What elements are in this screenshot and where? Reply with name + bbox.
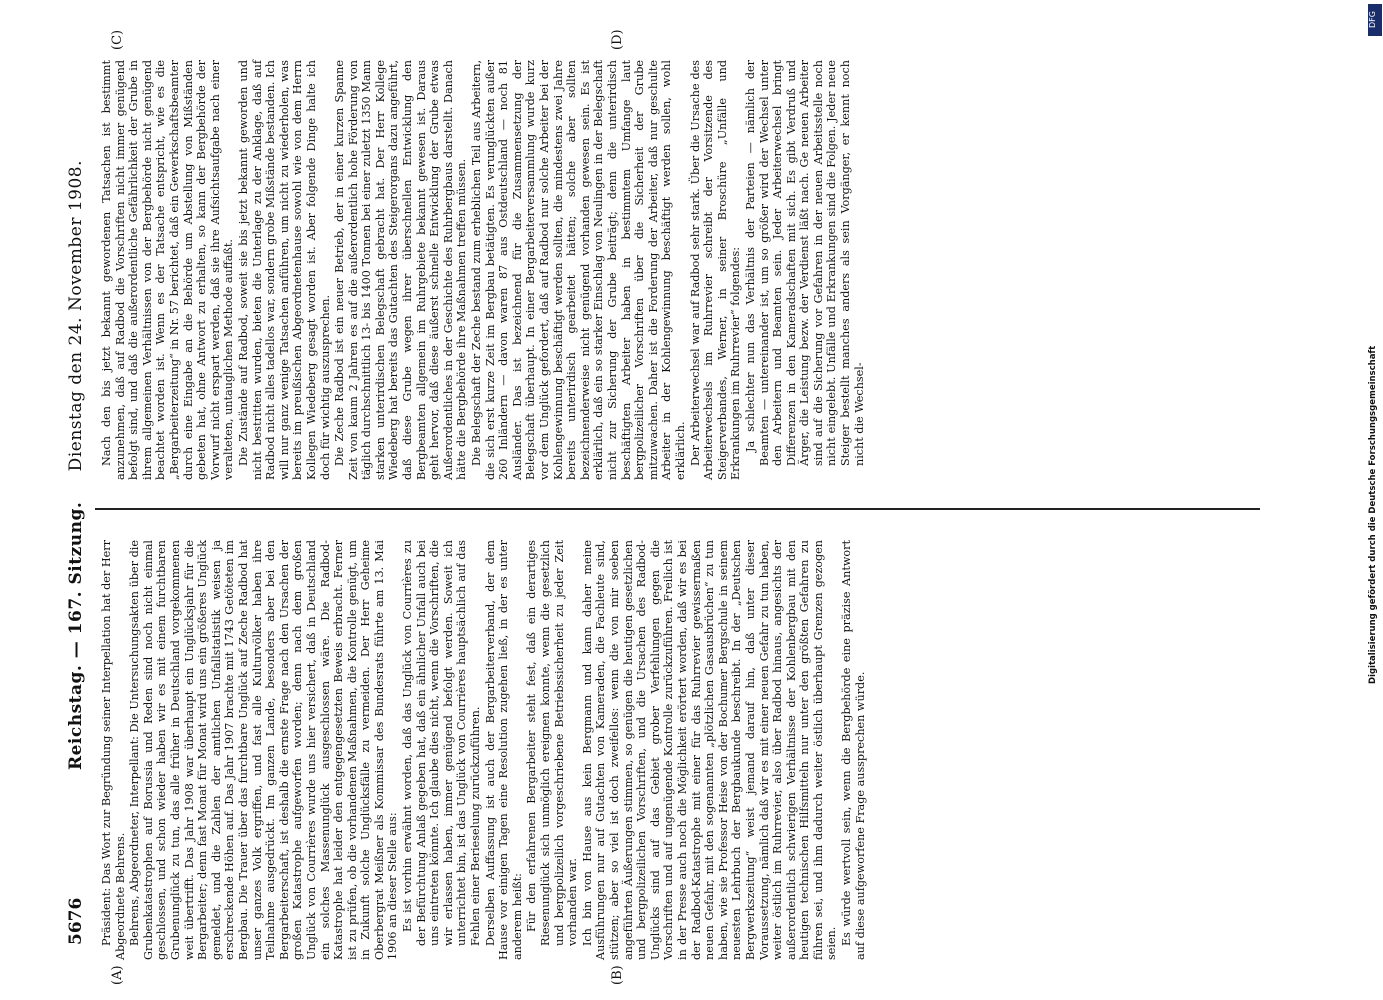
paragraph: Die Zeche Radbod ist ein neuer Betrieb, der in einer kurzen Spanne Zeit von kaum 2 Jahren es auf die außerordentlich hohe Förderung von täglich durchschnittlich 13- bis 1400 Tonnen bei einer zuletzt 1350 Mann starken unterirdischen Belegschaft gebracht hat. Der Herr Kollege Wiedeberg hat bereits das Gutachten des Steigerorgans dazu angeführt, daß diese Grube wegen ihrer überschnellen Entwicklung den Bergbeamten allgemein im Ruhrgebiete bekannt gewesen ist. Daraus geht hervor, daß diese äußerst schnelle Entwicklung der Grube etwas Außerordentliches in der Geschichte des Ruhrbergbaus darstellt. Danach hätte die Bergbehörde ihre Maßnahmen treffen müssen. — [333, 60, 469, 480]
page-header — [55, 55, 97, 945]
left-column — [100, 540, 1258, 960]
paragraph: Die Belegschaft der Zeche bestand zum erheblichen Teil aus Arbeitern, die sich erst kurze Zeit im Bergbau betätigten. Es verunglückten außer 260 Inländern — davon waren 87 aus Ostdeutschland — noch 81 Ausländer. Das ist bezeichnend für die Zusammensetzung der Belegschaft überhaupt. In einer Bergarbeiterversammlung wurde kurz vor dem Unglück gefordert, daß auf Radbod nur solche Arbeiter bei der Kohlengewinnung beschäftigt werden sollten, die mindestens zwei Jahre bereits unterirdisch gearbeitet hätten; solche aber sollten bezeichnenderweise nicht genügend vorhanden gewesen sein. Es ist erklärlich, daß ein so starker Einschlag von Neulingen in der Belegschaft nicht zur Sicherung der Grube beiträgt; denn die unterirdisch beschäftigten Arbeiter haben in bestimmtem Umfange laut bergpolizeilicher Vorschriften über die Sicherheit der Grube mitzuwachen. Daher ist die Forderung der Arbeiter, daß nur geschulte Arbeiter in der Kohlengewinnung beschäftigt werden sollen, wohl erklärlich. — [470, 60, 687, 480]
session-date: Dienstag den 24. November 1908. — [66, 159, 86, 472]
marker-d: (D) — [610, 29, 625, 50]
paragraph: Es würde wertvoll sein, wenn die Bergbehörde eine präzise Antwort auf diese aufgeworfene Frage aussprechen würde. — [840, 540, 867, 960]
right-column — [100, 60, 1258, 480]
marker-a: (A) — [110, 965, 125, 985]
paragraph: Die Zustände auf Radbod, soweit sie bis jetzt bekannt geworden und nicht bestritten wurden, bieten die Unterlage zu der Anklage, daß auf Radbod nicht alles tadellos war, sondern grobe Mißstände bestanden. Ich will nur ganz wenige Tatsachen anführen, um nicht zu wiederholen, was bereits im preußischen Abgeordnetenhause sowohl wie von dem Herrn Kollegen Wiedeberg gesagt worden ist. Aber folgende Dinge halte ich doch für wichtig auszusprechen. — [236, 60, 332, 480]
digitization-note: Digitalisierung gefördert durch die Deutsche Forschungsgemeinschaft — [1368, 345, 1378, 684]
session-title-text: Reichstag. — 167. Sitzung. — [66, 501, 86, 771]
paragraph: Ich bin von Hause aus kein Bergmann und kann daher meine Ausführungen nur auf Gutachten von Kameraden, die Fachleute sind, stützen; aber so viel ist doch zweifellos: wenn die von mir soeben angeführten Äußerungen stimmen, so genügen die heutigen gesetzlichen und bergpolizeilichen Vorschriften, und die Ursachen des Radbod-Unglücks sind auf das Gebiet grober Verfehlungen gegen die Vorschriften und auf ungenügende Kontrolle zurückzuführen. Freilich ist in der Presse auch noch die Möglichkeit erörtert worden, daß wir es bei der Radbod-Katastrophe mit einer für das Ruhrrevier gewissermaßen neuen Gefahr, mit den sogenannten „plötzlichen Gasausbrüchen“ zu tun haben, wie sie Professor Heise von der Bochumer Bergschule in seinem neuesten Lehrbuch der Bergbaukunde beschreibt. In der „Deutschen Bergwerkszeitung“ weist jemand darauf hin, daß unter dieser Voraussetzung, nämlich daß wir es mit einer neuen Gefahr zu tun haben, weiter östlich im Ruhrrevier, also über Radbod hinaus, angesichts der außerordentlich schwierigen Verhältnisse der Kohlenbergbau mit den heutigen technischen Hilfsmitteln nur unter den größten Gefahren zu führen sei, und ihm dadurch weiter östlich überhaupt Grenzen gezogen seien. — [580, 540, 839, 960]
marker-b: (B) — [610, 965, 625, 985]
column-divider — [95, 509, 1260, 511]
digitization-sidebar — [1368, 4, 1382, 996]
session-title — [66, 55, 86, 875]
dfg-logo: DFG — [1368, 4, 1382, 36]
quote-paragraph: Ja schlechter nun das Verhältnis der Parteien — nämlich der Beamten — untereinander ist, um so größer wird der Wechsel unter den Arbeitern und Beamten sein. Jeder Arbeiterwechsel bringt Differenzen in den Kameradschaften mit sich. Es gibt Verdruß und Ärger, die Leistung bezw. der Verdienst läßt nach. Ge neuen Arbeiter sind auf die Sicherung vor Gefahren in der neuen Arbeitsstelle noch nicht eingelebt. Unfälle und Erkrankungen sind die Folgen. Jeder neue Steiger bestellt manches anders als sein Vorgänger, er kennt noch nicht die Wechsel- — [743, 60, 866, 466]
quote-paragraph: Für den erfahrenen Bergarbeiter steht fest, daß ein derartiges Riesenunglück sich unmöglich ereignen konnte, wenn die gesetzlich und bergpolizeilich vorgeschriebene Betriebssicherheit zu jeder Zeit vorhanden war. — [525, 540, 580, 946]
paragraph: Behrens, Abgeordneter, Interpellant: Die Untersuchungsakten über die Grubenkatastrophen auf Borussia und Reden sind noch nicht einmal geschlossen, und schon wieder haben wir es mit einem furchtbaren Grubenunglück zu tun, das alle früher in Deutschland vorgekommenen weit übertrifft. Das Jahr 1908 war überhaupt ein Unglücksjahr für die Bergarbeiter; denn fast Monat für Monat wird uns ein größeres Unglück gemeldet, und die Zahlen der amtlichen Unfallstatistik weisen ja erschreckende Höhen auf. Das Jahr 1907 brachte mit 1743 Getöteten im Bergbau. Die Trauer über das furchtbare Unglück auf Zeche Radbod hat unser ganzes Volk ergriffen, und fast alle Kulturvölker haben ihre Teilnahme ausgedrückt. Im ganzen Lande, besonders aber bei den Bergarbeiterschaft, ist deshalb die ernste Frage nach den Ursachen der großen Katastrophe aufgeworfen worden; denn nach dem großen Unglück von Courrières wurde uns hier versichert, daß in Deutschland ein solches Massenunglück ausgeschlossen wäre. Die Radbod-Katastrophe hat leider den entgegengesetzten Beweis erbracht. Ferner ist zu prüfen, ob die vorhandenen Maßnahmen, die Kontrolle genügt, um in Zukunft solche Unglücksfälle zu vermeiden. Der Herr Geheime Oberbergrat Meißner als Kommissar des Bundesrats führte am 13. Mai 1906 an dieser Stelle aus: — [128, 540, 400, 960]
paragraph: Der Arbeiterwechsel war auf Radbod sehr stark. Über die Ursache des Arbeiterwechsels im Ruhrrevier schreibt der Vorsitzende des Steigerverbandes, Werner, in seiner Broschüre „Unfälle und Erkrankungen im Ruhrrevier“ folgendes: — [688, 60, 743, 480]
quote-paragraph: Es ist vorhin erwähnt worden, daß das Unglück von Courrières zu der Befürchtung Anlaß gegeben hat, daß ein ähnlicher Unfall auch bei uns eintreten könnte. Ich glaube dies nicht, wenn die Vorschriften, die wir erlassen haben, immer genügend befolgt werden. Soweit ich unterrichtet bin, ist das Unglück von Courrières hauptsächlich auf das Fehlen einer Berieselung zurückzuführen. — [401, 540, 483, 946]
page-number: 5676 — [66, 897, 86, 945]
paragraph: Nach den bis jetzt bekannt gewordenen Tatsachen ist bestimmt anzunehmen, daß auf Radbod die Vorschriften nicht immer genügend befolgt sind, und daß die außerordentliche Gefährlichkeit der Grube in ihrem allgemeinen Verhältnissen von der Bergbehörde nicht genügend beachtet worden ist. Wenn es der Tatsache entspricht, wie es die „Bergarbeiterzeitung“ in Nr. 57 berichtet, daß ein Gewerkschaftsbeamter durch eine Eingabe an die Behörde um Abstellung von Mißständen gebeten hat, ohne Antwort zu erhalten, so kann der Bergbehörde der Vorwurf nicht erspart werden, daß sie ihre Aufsichtsaufgabe nach einer veralteten, untauglichen Methode auffaßt. — [100, 60, 236, 480]
marker-c: (C) — [110, 29, 125, 50]
paragraph: Präsident: Das Wort zur Begründung seiner Interpellation hat der Herr Abgeordnete Behrens. — [100, 540, 127, 960]
paragraph: Derselben Auffassung ist auch der Bergarbeiterverband, der dem Hause vor einigen Tagen eine Resolution zugehen ließ, in der es unter anderem heißt: — [483, 540, 524, 960]
